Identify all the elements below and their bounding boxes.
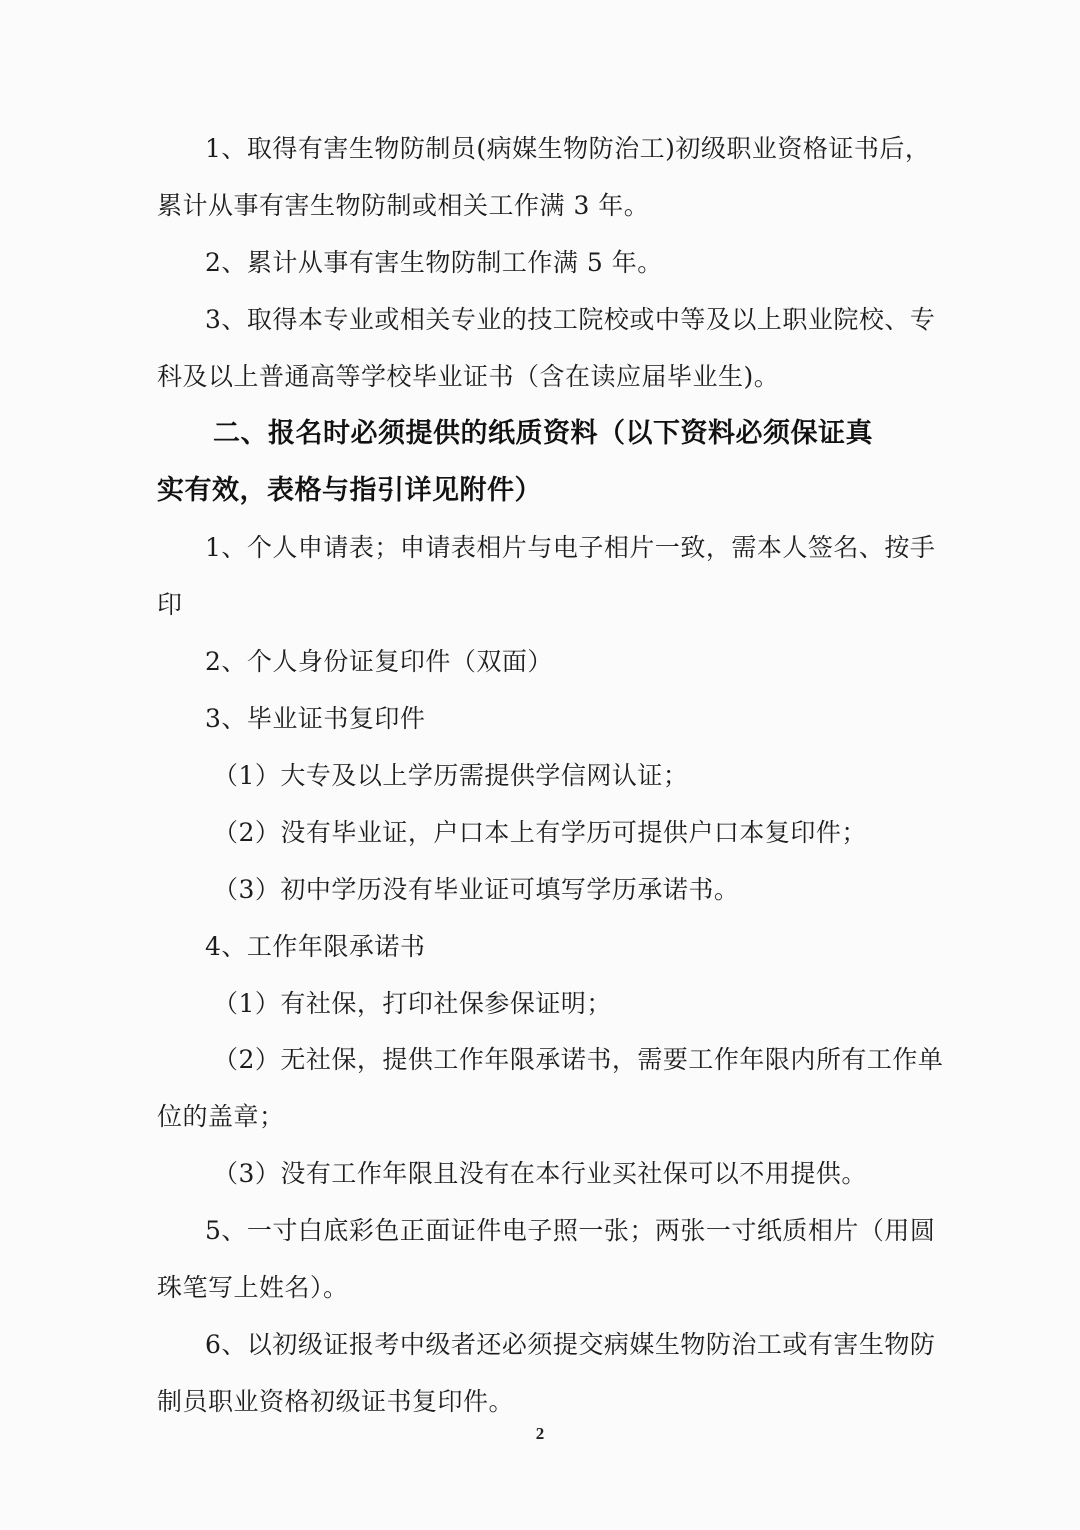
text-line: 印 xyxy=(157,590,183,619)
text-line: 4、工作年限承诺书 xyxy=(205,932,426,961)
section-heading: 二、报名时必须提供的纸质资料（以下资料必须保证真 xyxy=(213,418,873,449)
text-line: 珠笔写上姓名）。 xyxy=(157,1273,349,1302)
page-number: 2 xyxy=(535,1424,545,1443)
text-line: （3）初中学历没有毕业证可填写学历承诺书。 xyxy=(213,875,740,904)
text-line: 1、个人申请表；申请表相片与电子相片一致，需本人签名、按手 xyxy=(205,533,936,562)
text-line: 1、取得有害生物防制员(病媒生物防治工)初级职业资格证书后， xyxy=(205,134,931,163)
text-line: 3、毕业证书复印件 xyxy=(205,704,426,733)
text-line: （2）无社保，提供工作年限承诺书，需要工作年限内所有工作单 xyxy=(213,1045,944,1074)
section-heading: 实有效，表格与指引详见附件） xyxy=(157,475,542,506)
text-line: 科及以上普通高等学校毕业证书（含在读应届毕业生)。 xyxy=(157,362,780,391)
text-line: （2）没有毕业证，户口本上有学历可提供户口本复印件； xyxy=(213,818,867,847)
text-line: （3）没有工作年限且没有在本行业买社保可以不用提供。 xyxy=(213,1159,867,1188)
text-line: 6、以初级证报考中级者还必须提交病媒生物防治工或有害生物防 xyxy=(205,1330,936,1359)
text-line: 5、一寸白底彩色正面证件电子照一张；两张一寸纸质相片（用圆 xyxy=(205,1216,936,1245)
text-line: 3、取得本专业或相关专业的技工院校或中等及以上职业院校、专 xyxy=(205,305,936,334)
text-line: 累计从事有害生物防制或相关工作满 3 年。 xyxy=(157,191,650,220)
text-line: （1）大专及以上学历需提供学信网认证； xyxy=(213,761,689,790)
text-line: 制员职业资格初级证书复印件。 xyxy=(157,1387,515,1416)
text-line: （1）有社保，打印社保参保证明； xyxy=(213,989,612,1018)
text-line: 2、个人身份证复印件（双面） xyxy=(205,647,553,676)
text-line: 2、累计从事有害生物防制工作满 5 年。 xyxy=(205,248,663,277)
text-line: 位的盖章； xyxy=(157,1102,285,1131)
